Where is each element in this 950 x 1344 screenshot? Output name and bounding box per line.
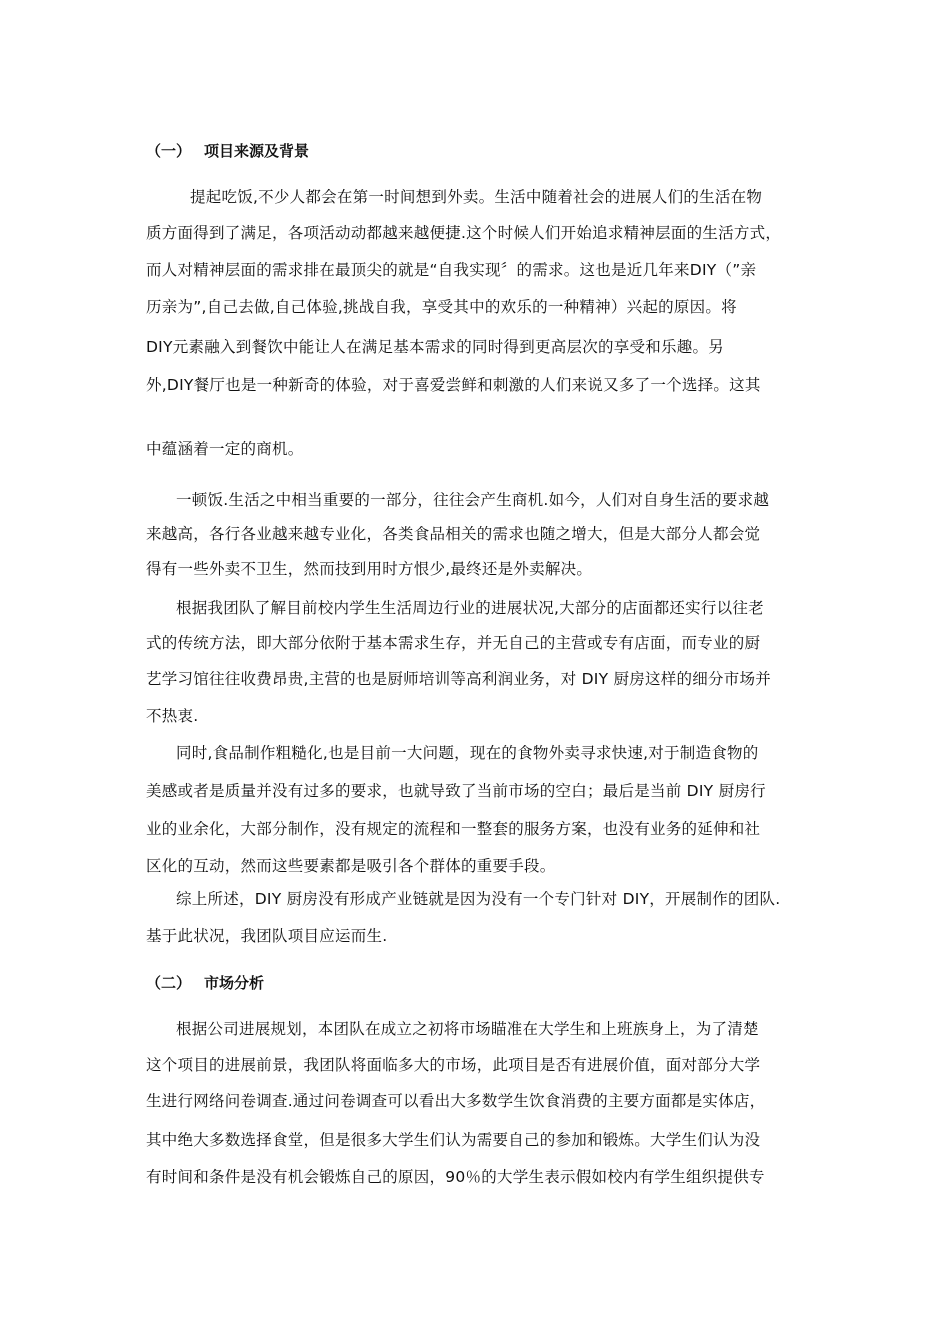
paragraph-line: 而人对精神层面的需求排在最顶尖的就是“自我实现〞的需求。这也是近几年来DIY（”亲 [146,261,757,279]
section-title: 市场分析 [204,974,265,992]
paragraph-line: 美感或者是质量并没有过多的要求，也就导致了当前市场的空白；最后是当前 DIY 厨房行 [146,782,766,800]
paragraph-line: 艺学习馆往往收费昂贵,主营的也是厨师培训等高利润业务，对 DIY 厨房这样的细分市场并 [146,670,772,688]
paragraph-line: 根据公司进展规划，本团队在成立之初将市场瞄准在大学生和上班族身上，为了清楚 [176,1020,759,1038]
paragraph-line: 来越高，各行各业越来越专业化，各类食品相关的需求也随之增大，但是大部分人都会觉 [146,525,761,543]
section-number: （一） [146,142,192,160]
paragraph-line: 其中绝大多数选择食堂，但是很多大学生们认为需要自己的参加和锻炼。大学生们认为没 [146,1131,761,1149]
paragraph-line: 综上所述，DIY 厨房没有形成产业链就是因为没有一个专门针对 DIY，开展制作的团队. [176,890,781,908]
paragraph-line: 式的传统方法，即大部分依附于基本需求生存，并无自己的主营或专有店面，而专业的厨 [146,634,761,652]
paragraph-line: 同时,食品制作粗糙化,也是目前一大问题，现在的食物外卖寻求快速,对于制造食物的 [176,744,759,762]
paragraph-line: 这个项目的进展前景，我团队将面临多大的市场，此项目是否有进展价值，面对部分大学 [146,1056,761,1074]
paragraph-line: 不热衷. [146,707,199,725]
section-title: 项目来源及背景 [204,142,310,160]
paragraph-line: 历亲为”,自己去做,自己体验,挑战自我，享受其中的欢乐的一种精神）兴起的原因。将 [146,298,737,316]
section-number: （二） [146,974,192,992]
paragraph-line: 外,DIY餐厅也是一种新奇的体验，对于喜爱尝鲜和刺激的人们来说又多了一个选择。这其 [146,376,761,394]
paragraph-line: DIY元素融入到餐饮中能让人在满足基本需求的同时得到更高层次的享受和乐趣。另 [146,338,724,356]
paragraph-line: 根据我团队了解目前校内学生生活周边行业的进展状况,大部分的店面都还实行以往老 [176,599,764,617]
paragraph-line: 得有一些外卖不卫生，然而技到用时方恨少,最终还是外卖解决。 [146,560,593,578]
paragraph-line: 提起吃饭,不少人都会在第一时间想到外卖。生活中随着社会的进展人们的生活在物 [190,188,763,206]
paragraph-line: 基于此状况，我团队项目应运而生. [146,927,388,945]
paragraph-line: 一顿饭.生活之中相当重要的一部分，往往会产生商机.如今，人们对自身生活的要求越 [176,491,770,509]
paragraph-line: 有时间和条件是没有机会锻炼自己的原因，90％的大学生表示假如校内有学生组织提供专 [146,1168,765,1186]
paragraph-line: 业的业余化，大部分制作，没有规定的流程和一整套的服务方案，也没有业务的延伸和社 [146,820,761,838]
paragraph-line: 区化的互动，然而这些要素都是吸引各个群体的重要手段。 [146,857,556,875]
paragraph-line: 中蕴涵着一定的商机。 [146,440,304,458]
paragraph-line: 生进行网络问卷调查.通过问卷调查可以看出大多数学生饮食消费的主要方面都是实体店， [146,1092,766,1110]
section-heading-background [146,140,309,161]
section-heading-market [146,972,264,993]
paragraph-line: 质方面得到了满足，各项活动动都越来越便捷.这个时候人们开始追求精神层面的生活方式， [146,224,782,242]
